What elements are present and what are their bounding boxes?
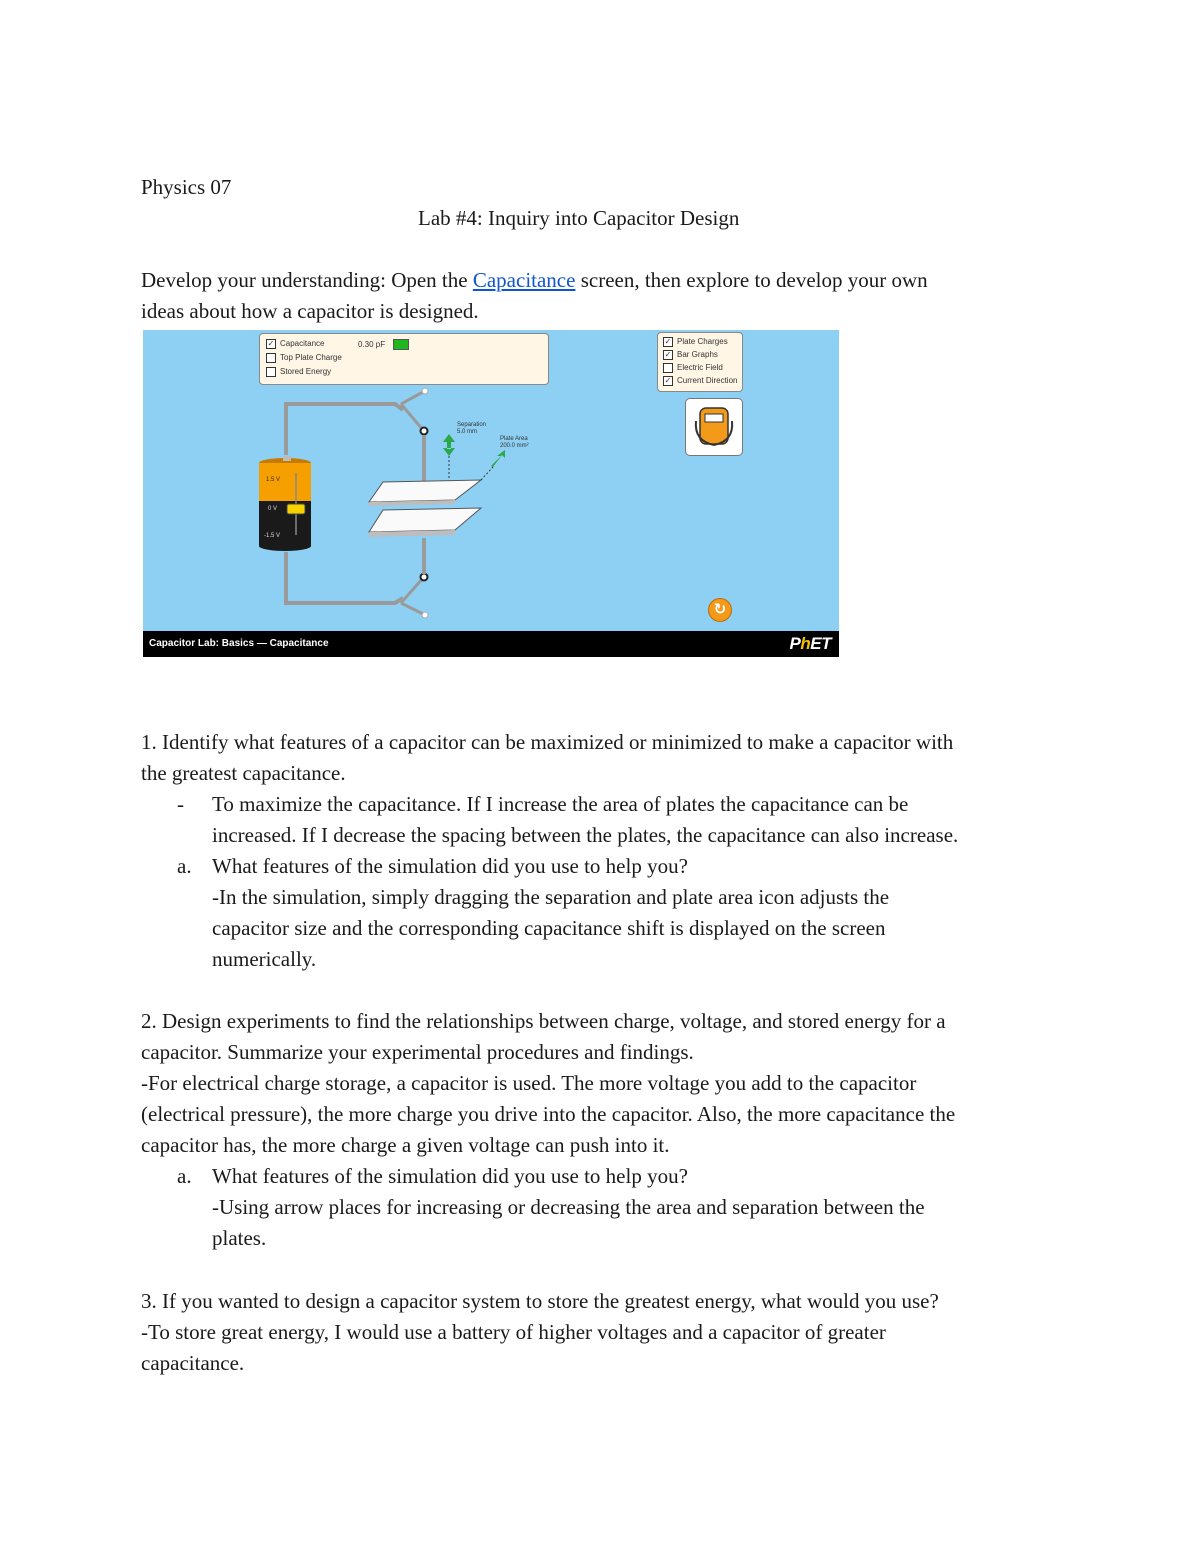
q3-answer-line-2: capacitance. [141,1351,245,1375]
battery-mid-label: 0 V [268,506,278,512]
q1a-marker: a. [177,854,192,878]
separation-arrow-down[interactable] [443,448,455,456]
q2-line-1: 2. Design experiments to find the relationships between charge, voltage, and stored energy for a [141,1009,946,1033]
q1a-answer-line-2: capacitor size and the corresponding capacitance shift is displayed on the screen [212,916,886,940]
checkbox-bar-graphs-box[interactable]: ✓ [664,350,672,359]
course-label: Physics 07 [141,175,232,199]
q2-answer-line-1: -For electrical charge storage, a capacitor is used. The more voltage you add to the capacitor [141,1071,917,1095]
checkbox-current-direction-label: Current Direction [677,376,738,386]
checkbox-capacitance-label: Capacitance [280,339,325,349]
intro-text-pre: Develop your understanding: Open the [141,268,473,292]
battery-voltage-slider[interactable] [287,504,305,514]
reset-all-button[interactable] [708,598,732,622]
battery-bottom-label: -1.5 V [264,533,281,539]
top-switch-open [401,392,423,404]
top-switch-contact-a [422,388,428,394]
intro-text-post: screen, then explore to develop your own [575,268,928,292]
q2a-answer-line-1: -Using arrow places for increasing or decreasing the area and separation between the [212,1195,925,1219]
capacitance-link[interactable]: Capacitance [472,268,576,292]
separation-label: Separation [457,422,487,428]
checkbox-stored-energy-label: Stored Energy [280,367,332,377]
phet-logo[interactable] [790,634,831,654]
q1-answer-line-1: To maximize the capacitance. If I increase the area of plates the capacitance can be [212,792,909,816]
checkbox-capacitance-box[interactable]: ✓ [267,339,275,348]
q1a-question: What features of the simulation did you use to help you? [212,854,688,878]
phet-logo-h: h [800,634,811,653]
sim-navigation-bar [143,631,839,657]
phet-logo-p: P [789,634,801,653]
page-title: Lab #4: Inquiry into Capacitor Design [418,206,740,230]
plate-area-arrow[interactable] [491,450,505,467]
q2a-question: What features of the simulation did you use to help you? [212,1164,688,1188]
bottom-switch-contact-b [421,574,428,581]
phet-logo-et: ET [810,634,831,653]
battery-bottom [259,541,311,551]
q1-line-2: the greatest capacitance. [141,761,346,785]
battery-top-label: 1.5 V [266,477,281,483]
top-switch-contact-b [421,428,428,435]
checkbox-electric-field-label: Electric Field [677,363,723,373]
plate-area-label: Plate Area [500,436,528,442]
intro-line-1 [141,265,928,296]
plate-area-guide [481,467,493,480]
top-wire [286,404,403,455]
separation-value: 5.0 mm [457,429,478,435]
q2a-answer-line-2: plates. [212,1226,267,1250]
reset-icon: ↻ [713,601,727,618]
top-plate[interactable] [369,480,481,502]
bottom-wire [286,552,403,603]
capacitance-readout: 0.30 pF [358,340,386,349]
separation-arrow-up[interactable] [443,434,455,448]
sim-title: Capacitor Lab: Basics — Capacitance [149,638,329,649]
checkbox-bar-graphs-label: Bar Graphs [677,350,718,360]
bottom-switch-closed[interactable] [401,578,423,603]
q1-dash-marker: - [177,792,184,816]
q1-answer-line-2: increased. If I decrease the spacing between the plates, the capacitance can also increase. [212,823,959,847]
checkbox-plate-charges-box[interactable]: ✓ [664,337,672,346]
checkbox-current-direction-box[interactable]: ✓ [664,376,672,385]
q3-answer-line-1: -To store great energy, I would use a battery of higher voltages and a capacitor of greater [141,1320,886,1344]
bottom-switch-contact-a [422,612,428,618]
q2a-marker: a. [177,1164,192,1188]
q2-answer-line-3: capacitor has, the more charge a given voltage can push into it. [141,1133,670,1157]
q2-answer-line-2: (electrical pressure), the more charge you drive into the capacitor. Also, the more capacitance the [141,1102,956,1126]
q2-line-2: capacitor. Summarize your experimental procedures and findings. [141,1040,694,1064]
q3-line-1: 3. If you wanted to design a capacitor system to store the greatest energy, what would you use? [141,1289,939,1313]
checkbox-plate-charges-label: Plate Charges [677,337,728,347]
circuit-diagram [143,330,839,631]
q1-line-1: 1. Identify what features of a capacitor can be maximized or minimized to make a capacitor with [141,730,954,754]
top-switch-closed[interactable] [401,404,423,430]
bottom-switch-open [401,603,423,614]
battery-terminal [283,456,291,461]
plate-area-value: 200.0 mm² [500,443,529,449]
bottom-plate [369,508,481,532]
q1a-answer-line-3: numerically. [212,947,317,971]
intro-line-2: ideas about how a capacitor is designed. [141,299,479,323]
checkbox-top-plate-charge-label: Top Plate Charge [280,353,342,363]
simulation-screenshot [143,330,839,657]
q1a-answer-line-1: -In the simulation, simply dragging the separation and plate area icon adjusts the [212,885,890,909]
